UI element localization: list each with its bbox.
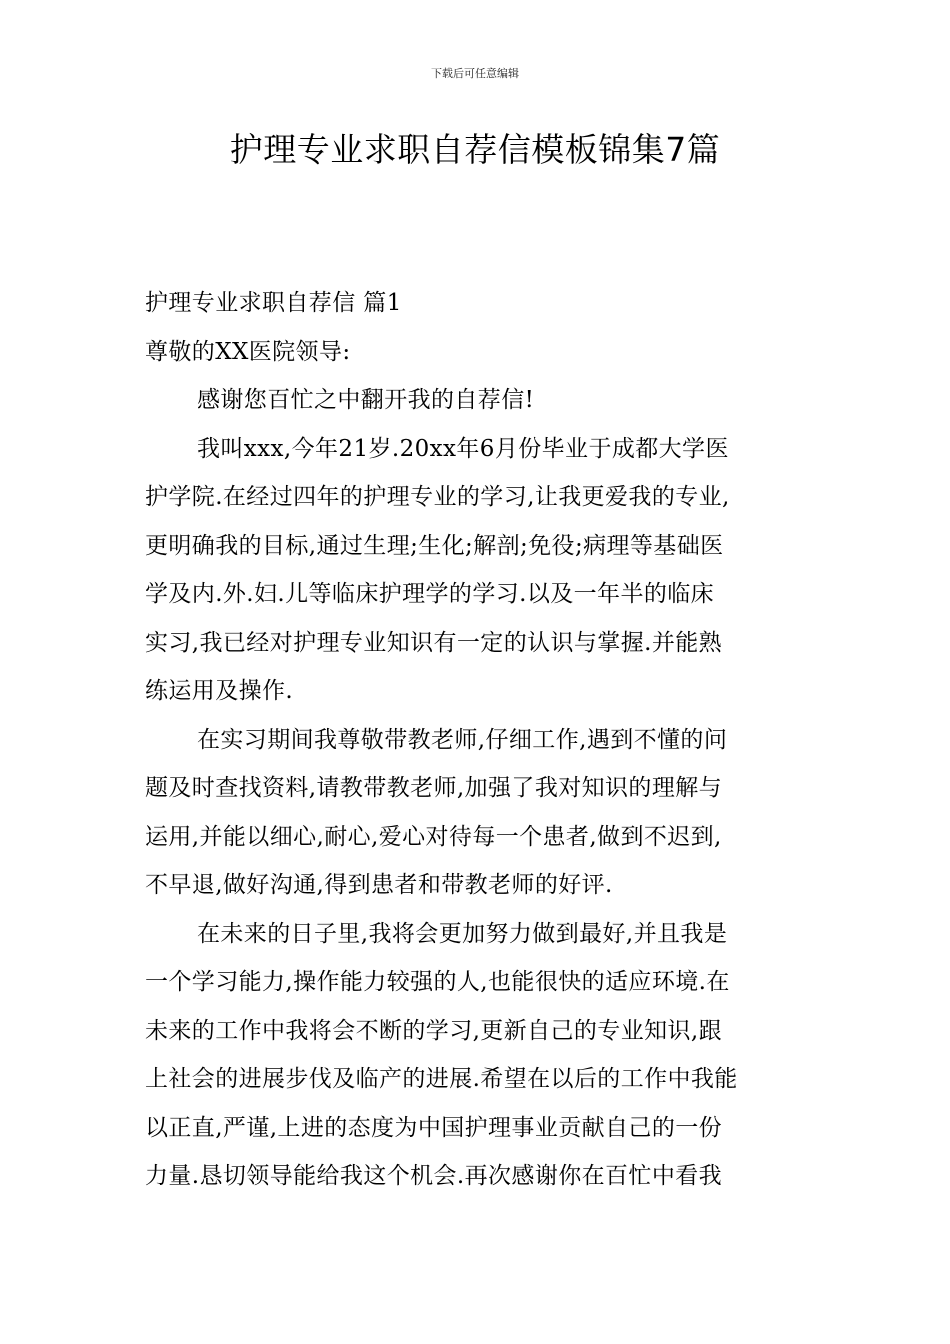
paragraph-line: 力量.恳切领导能给我这个机会.再次感谢你在百忙中看我 [145,1163,723,1189]
paragraph-line: 更明确我的目标,通过生理;生化;解剖;免役;病理等基础医 [145,532,724,559]
paragraph [145,910,810,1201]
paragraph-line: 不早退,做好沟通,得到患者和带教老师的好评. [145,872,613,898]
paragraph-line: 未来的工作中我将会不断的学习,更新自己的专业知识,跟 [145,1017,723,1044]
paragraph-line: 学及内.外.妇.儿等临床护理学的学习.以及一年半的临床 [145,581,715,607]
paragraph [145,425,810,716]
salutation: 尊敬的XX医院领导: [145,338,351,365]
paragraph-line: 感谢您百忙之中翻开我的自荐信! [197,387,535,413]
document-title: 护理专业求职自荐信模板锦集7篇 [229,130,721,169]
paragraph [145,376,810,425]
section-heading: 护理专业求职自荐信 篇1 [145,290,402,316]
paragraph-line: 练运用及操作. [145,678,294,704]
paragraph-line: 题及时查找资料,请教带教老师,加强了我对知识的理解与 [145,775,723,801]
paragraph-line: 一个学习能力,操作能力较强的人,也能很快的适应环境.在 [145,969,730,995]
paragraph-line: 护学院.在经过四年的护理专业的学习,让我更爱我的专业, [145,484,730,510]
paragraph-line: 实习,我已经对护理专业知识有一定的认识与掌握.并能熟 [145,629,723,656]
paragraph-line: 我叫xxx,今年21岁.20xx年6月份毕业于成都大学医 [197,435,729,462]
header-note: 下载后可任意编辑 [431,67,519,80]
paragraph-line: 在未来的日子里,我将会更加努力做到最好,并且我是 [197,920,728,947]
paragraph-line: 在实习期间我尊敬带教老师,仔细工作,遇到不懂的问 [197,726,728,753]
paragraph-line: 以正直,严谨,上进的态度为中国护理事业贡献自己的一份 [145,1114,723,1141]
document-body [145,279,810,1201]
paragraph-line: 运用,并能以细心,耐心,爱心对待每一个患者,做到不迟到, [145,823,722,850]
paragraph [145,716,810,910]
paragraph-line: 上社会的进展步伐及临产的进展.希望在以后的工作中我能 [145,1066,738,1092]
